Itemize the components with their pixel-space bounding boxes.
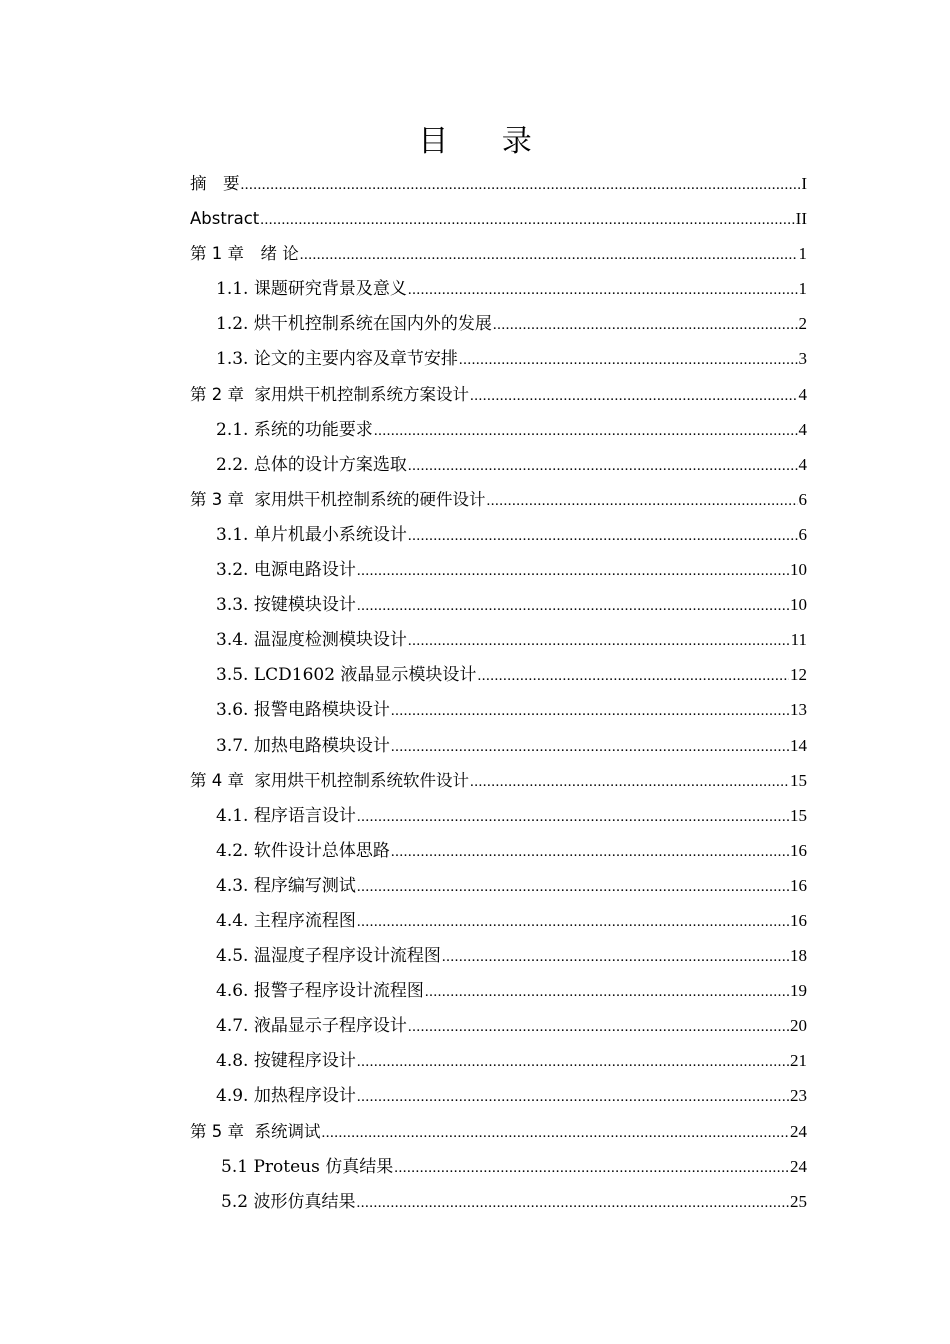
toc-entry-label: 3.2. 电源电路设计 <box>216 560 356 581</box>
toc-dot-leader <box>408 449 798 484</box>
toc-dot-leader <box>357 870 789 905</box>
toc-dot-leader <box>300 238 798 273</box>
toc-page-number: 4 <box>798 419 807 439</box>
toc-dot-leader <box>442 940 789 975</box>
toc-dot-leader <box>408 624 790 659</box>
toc-section-entry[interactable] <box>190 1078 807 1113</box>
toc-section-entry[interactable] <box>190 1184 807 1219</box>
toc-entry-label: 摘 要 <box>190 174 240 193</box>
toc-page-number: 10 <box>790 560 807 580</box>
toc-entry-label: 第 3 章 家用烘干机控制系统的硬件设计 <box>190 489 486 509</box>
toc-dot-leader <box>357 589 789 624</box>
toc-entry-label: 4.6. 报警子程序设计流程图 <box>216 981 424 1002</box>
toc-entry-label: 1.2. 烘干机控制系统在国内外的发展 <box>216 314 492 335</box>
toc-page-number: 25 <box>790 1191 807 1211</box>
toc-dot-leader <box>493 308 798 343</box>
toc-dot-leader <box>486 484 797 519</box>
toc-page-number: 15 <box>790 805 807 825</box>
toc-page-number: 16 <box>790 840 807 860</box>
toc-section-entry[interactable] <box>190 552 807 587</box>
toc-dot-leader <box>374 414 798 449</box>
toc-entry-label: 4.9. 加热程序设计 <box>216 1086 356 1107</box>
toc-page-number: 15 <box>790 770 807 790</box>
toc-entry-label: 第 1 章 绪 论 <box>190 244 299 264</box>
toc-section-entry[interactable] <box>190 1043 807 1078</box>
toc-page-number: 21 <box>790 1051 807 1071</box>
toc-page-number: 4 <box>798 384 807 404</box>
toc-page-number: 18 <box>790 946 807 966</box>
toc-page-number: 12 <box>790 665 807 685</box>
toc-dot-leader <box>470 765 789 800</box>
toc-dot-leader <box>321 1116 789 1151</box>
toc-page-number: 24 <box>790 1156 807 1176</box>
toc-entry-label: 4.3. 程序编写测试 <box>216 875 356 896</box>
toc-chapter-entry[interactable] <box>190 236 807 271</box>
toc-section-entry[interactable] <box>190 833 807 868</box>
toc-entry-label: 3.6. 报警电路模块设计 <box>216 700 390 721</box>
toc-dot-leader <box>357 1045 789 1080</box>
toc-chapter-entry[interactable] <box>190 1114 807 1149</box>
toc-section-entry[interactable] <box>190 868 807 903</box>
toc-section-entry[interactable] <box>190 938 807 973</box>
toc-page-number: 4 <box>798 454 807 474</box>
toc-page-number: 16 <box>790 910 807 930</box>
toc-dot-leader <box>357 1080 789 1115</box>
toc-section-entry[interactable] <box>190 341 807 376</box>
toc-chapter-entry[interactable] <box>190 201 807 236</box>
toc-chapter-entry[interactable] <box>190 763 807 798</box>
toc-page-number: 1 <box>798 244 807 264</box>
toc-dot-leader <box>408 1010 789 1045</box>
toc-dot-leader <box>394 1151 789 1186</box>
toc-dot-leader <box>357 800 789 835</box>
toc-entry-label: 4.7. 液晶显示子程序设计 <box>216 1016 407 1037</box>
toc-section-entry[interactable] <box>190 903 807 938</box>
toc-page-number: 2 <box>798 314 807 334</box>
toc-entry-label: 4.2. 软件设计总体思路 <box>216 840 390 861</box>
toc-entry-label: 4.8. 按键程序设计 <box>216 1051 356 1072</box>
toc-entry-label: 4.4. 主程序流程图 <box>216 910 356 931</box>
toc-dot-leader <box>357 905 789 940</box>
toc-entry-label: 3.1. 单片机最小系统设计 <box>216 524 407 545</box>
toc-section-entry[interactable] <box>190 517 807 552</box>
toc-section-entry[interactable] <box>190 973 807 1008</box>
toc-section-entry[interactable] <box>190 728 807 763</box>
toc-entry-label: 2.1. 系统的功能要求 <box>216 419 373 440</box>
toc-page-number: II <box>795 209 807 229</box>
toc-section-entry[interactable] <box>190 657 807 692</box>
toc-dot-leader <box>391 730 789 765</box>
toc-dot-leader <box>241 168 801 203</box>
toc-entry-label: 3.5. LCD1602 液晶显示模块设计 <box>216 665 477 686</box>
toc-dot-leader <box>391 835 789 870</box>
toc-dot-leader <box>260 203 794 238</box>
toc-chapter-entry[interactable] <box>190 482 807 517</box>
toc-section-entry[interactable] <box>190 1149 807 1184</box>
toc-section-entry[interactable] <box>190 447 807 482</box>
toc-dot-leader <box>391 694 789 729</box>
toc-section-entry[interactable] <box>190 412 807 447</box>
toc-dot-leader <box>356 1186 789 1221</box>
toc-page-number: I <box>801 174 807 193</box>
toc-entry-label: 4.5. 温湿度子程序设计流程图 <box>216 946 441 967</box>
toc-section-entry[interactable] <box>190 798 807 833</box>
toc-dot-leader <box>408 519 798 554</box>
table-of-contents <box>190 166 807 1219</box>
toc-entry-label: 5.1 Proteus 仿真结果 <box>221 1156 394 1177</box>
toc-page-number: 20 <box>790 1016 807 1036</box>
toc-chapter-entry[interactable] <box>190 377 807 412</box>
toc-section-entry[interactable] <box>190 271 807 306</box>
toc-entry-label: 4.1. 程序语言设计 <box>216 805 356 826</box>
toc-entry-label: 3.4. 温湿度检测模块设计 <box>216 630 407 651</box>
toc-entry-label: 第 5 章 系统调试 <box>190 1121 321 1141</box>
toc-entry-label: 5.2 波形仿真结果 <box>221 1191 356 1212</box>
toc-section-entry[interactable] <box>190 692 807 727</box>
toc-section-entry[interactable] <box>190 306 807 341</box>
toc-dot-leader <box>357 554 789 589</box>
toc-page-number: 24 <box>790 1121 807 1141</box>
toc-page-number: 19 <box>790 981 807 1001</box>
toc-entry-label: Abstract <box>190 209 260 229</box>
toc-page-number: 23 <box>790 1086 807 1106</box>
toc-page-number: 14 <box>790 735 807 755</box>
toc-chapter-entry[interactable] <box>190 166 807 201</box>
toc-entry-label: 3.7. 加热电路模块设计 <box>216 735 390 756</box>
toc-entry-label: 2.2. 总体的设计方案选取 <box>216 454 407 475</box>
toc-page-number: 6 <box>798 524 807 544</box>
toc-page-number: 16 <box>790 875 807 895</box>
toc-entry-label: 1.3. 论文的主要内容及章节安排 <box>216 349 458 370</box>
toc-page-number: 11 <box>790 630 807 650</box>
toc-dot-leader <box>470 379 798 414</box>
page-title: 目 录 <box>418 124 554 159</box>
toc-entry-label: 1.1. 课题研究背景及意义 <box>216 279 407 300</box>
toc-dot-leader <box>408 273 798 308</box>
toc-page-number: 1 <box>798 279 807 299</box>
toc-section-entry[interactable] <box>190 622 807 657</box>
toc-page-number: 13 <box>790 700 807 720</box>
toc-section-entry[interactable] <box>190 587 807 622</box>
toc-page-number: 10 <box>790 595 807 615</box>
toc-section-entry[interactable] <box>190 1008 807 1043</box>
toc-entry-label: 3.3. 按键模块设计 <box>216 595 356 616</box>
toc-dot-leader <box>477 659 789 694</box>
toc-entry-label: 第 2 章 家用烘干机控制系统方案设计 <box>190 384 469 404</box>
toc-page-number: 6 <box>798 489 807 509</box>
toc-dot-leader <box>425 975 789 1010</box>
toc-dot-leader <box>459 343 798 378</box>
toc-page-number: 3 <box>798 349 807 369</box>
toc-entry-label: 第 4 章 家用烘干机控制系统软件设计 <box>190 770 469 790</box>
